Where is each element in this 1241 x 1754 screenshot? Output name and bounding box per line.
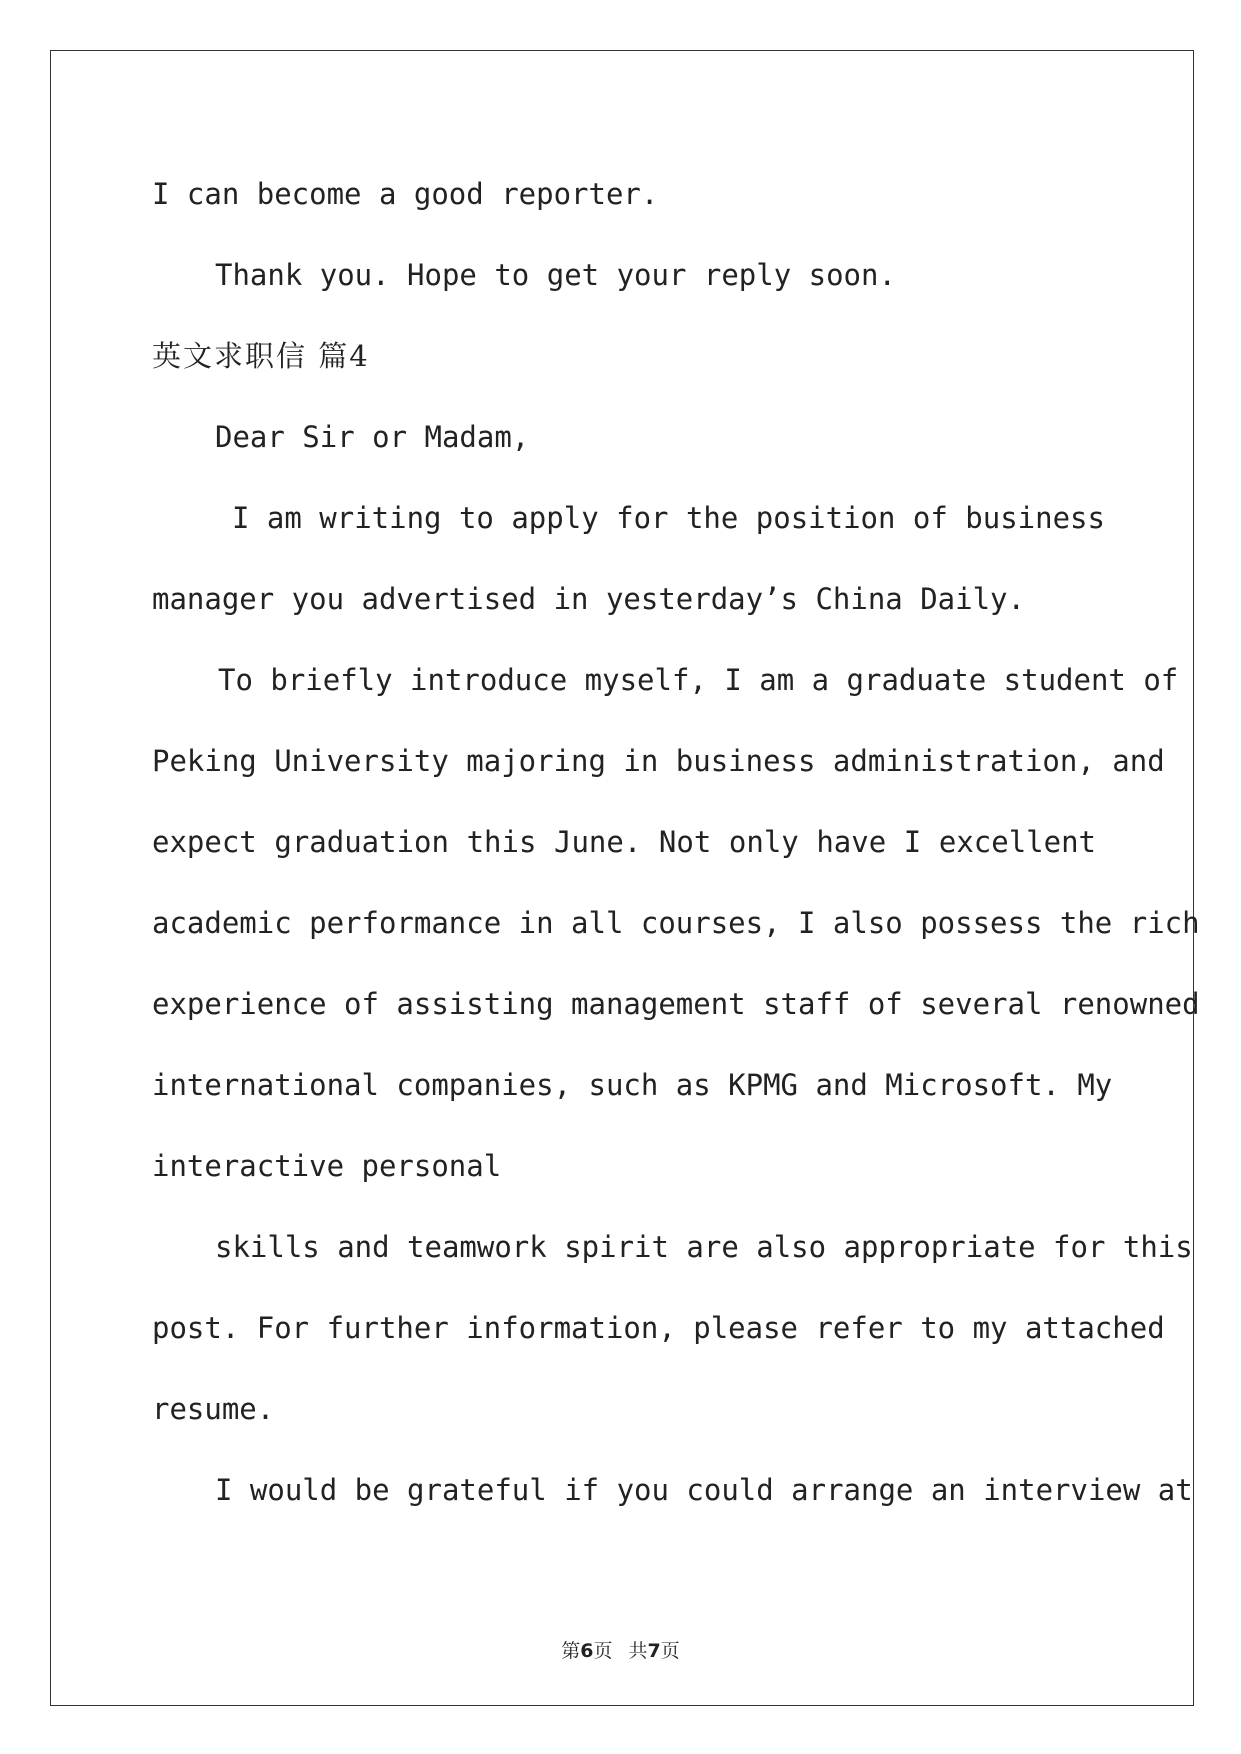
body-line: experience of assisting management staff of several renowned: [152, 987, 1200, 1021]
page-number-label: 第6页: [561, 1640, 613, 1662]
page-border: [50, 50, 1200, 1706]
body-line: international companies, such as KPMG and Microsoft. My: [152, 1068, 1113, 1102]
body-line: I would be grateful if you could arrange an interview at: [215, 1473, 1193, 1507]
body-line: Peking University majoring in business administration, and: [152, 744, 1165, 778]
current-page-number: 6: [580, 1640, 594, 1662]
body-line: expect graduation this June. Not only have I excellent: [152, 825, 1096, 859]
section-heading: 英文求职信 篇4: [152, 339, 370, 373]
page-footer: [0, 1636, 1241, 1663]
body-line: interactive personal: [152, 1149, 502, 1183]
body-line: skills and teamwork spirit are also appropriate for this: [215, 1230, 1193, 1264]
salutation: Dear Sir or Madam,: [215, 420, 530, 454]
total-page-number: 7: [647, 1640, 661, 1662]
body-line: post. For further information, please refer to my attached: [152, 1311, 1165, 1345]
body-line: resume.: [152, 1392, 275, 1426]
body-line: Thank you. Hope to get your reply soon.: [215, 258, 896, 292]
total-pages-label: 共7页: [628, 1640, 680, 1662]
body-line: I can become a good reporter.: [152, 177, 659, 211]
body-line: manager you advertised in yesterday’s China Daily.: [152, 582, 1025, 616]
body-line: academic performance in all courses, I also possess the rich: [152, 906, 1200, 940]
body-line: To briefly introduce myself, I am a graduate student of: [218, 663, 1179, 697]
body-line: I am writing to apply for the position of business: [232, 501, 1105, 535]
